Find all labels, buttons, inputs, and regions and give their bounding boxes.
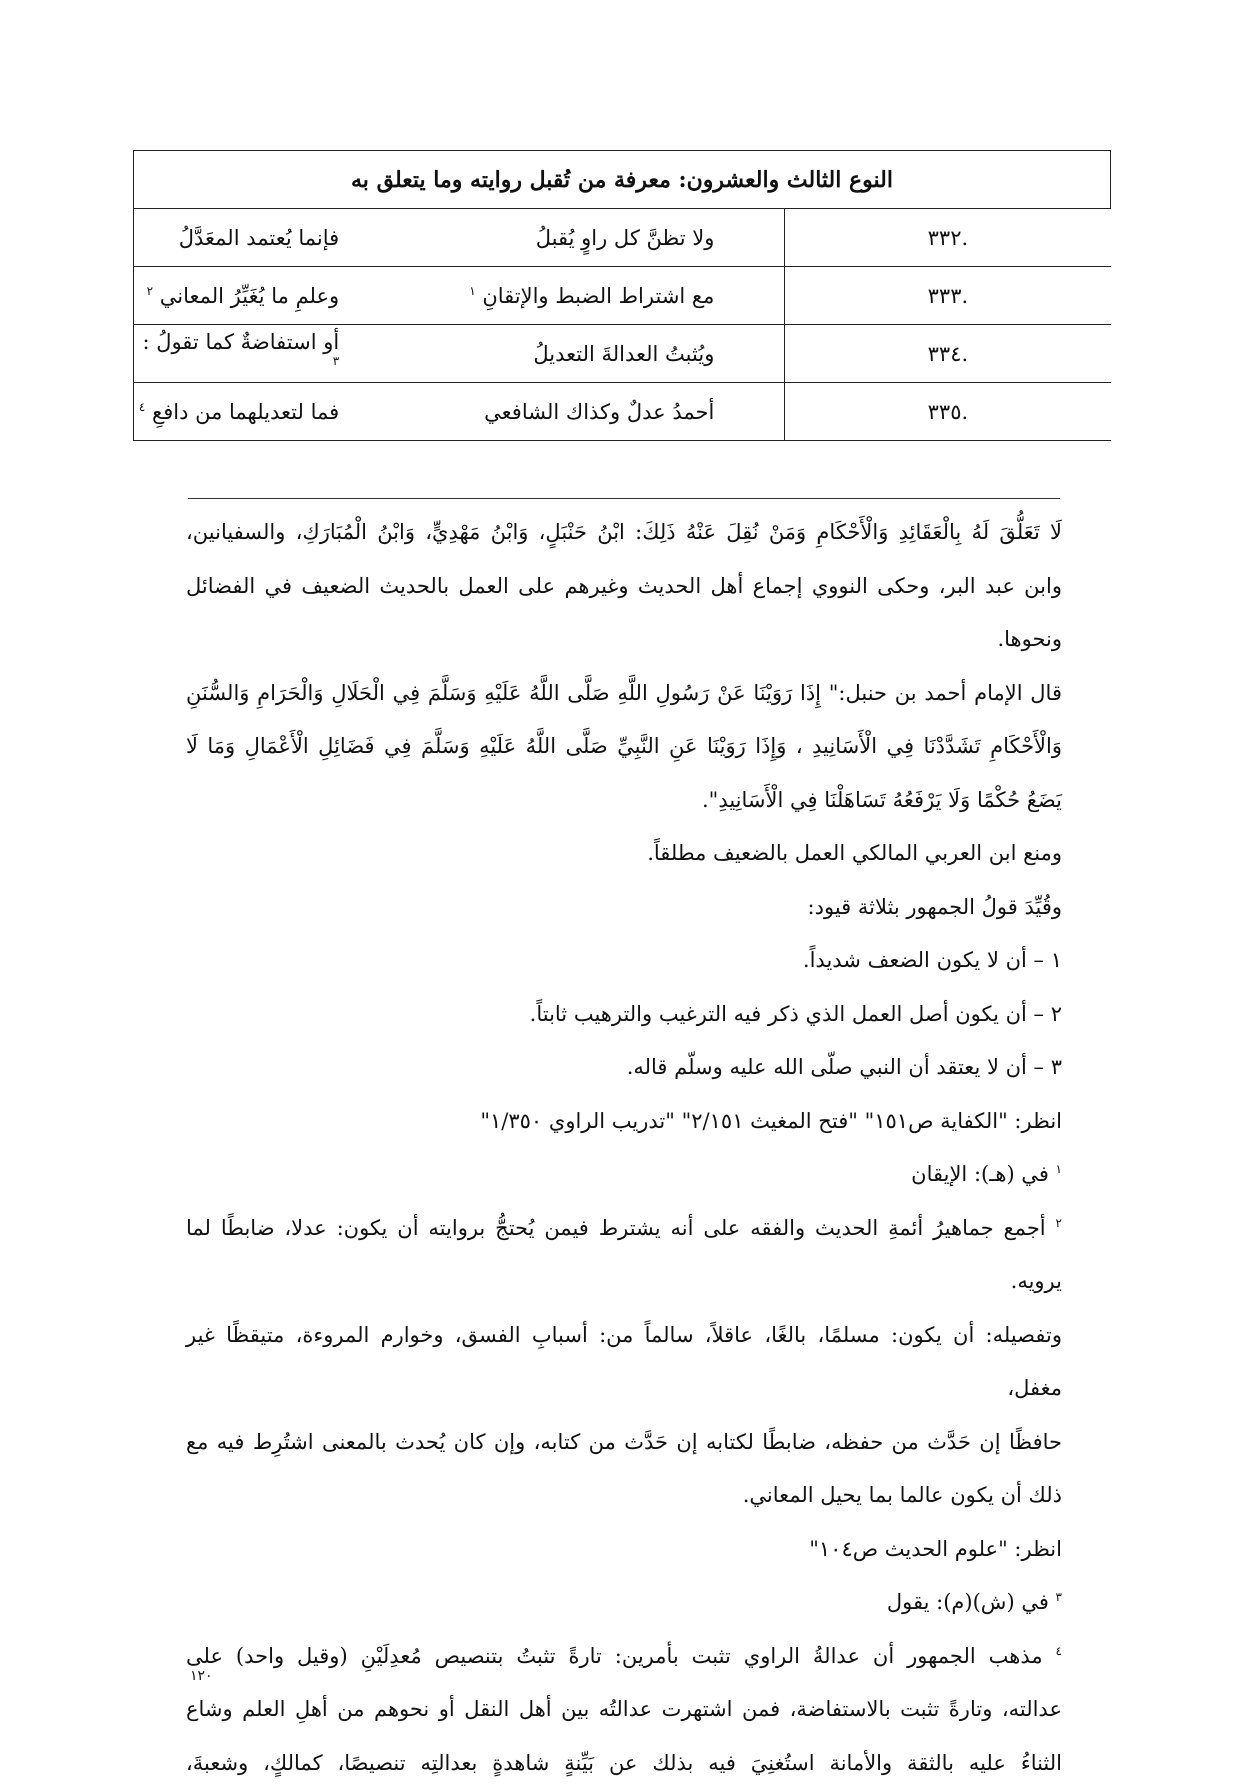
verse-first-hemistich: أحمدُ عدلٌ وكذاك الشافعي (459, 383, 785, 441)
footnote-1: $^١$ في (هـ): الإيقان (186, 1148, 1062, 1202)
note-line: الثناءُ عليه بالثقة والأمانة استُغنِيَ فيه بذلك عن بَيِّنةٍ شاهدةٍ بعدالتِه تنصيصًا، كمالكٍ، وشعبةَ، (186, 1737, 1062, 1790)
verse-first-hemistich: ويُثبتُ العدالةَ التعديلُ (459, 325, 785, 383)
verse-first-hemistich: مع اشتراط الضبط والإتقانِ $^١$ (459, 267, 785, 325)
verse-number: .٣٣٥ (785, 383, 1111, 441)
note-line: ونحوها. (186, 613, 1062, 667)
footnote-ref[interactable]: ٣ (333, 354, 339, 368)
note-line: يَضَعُ حُكْمًا وَلَا يَرْفَعُهُ تَسَاهَلْنَا فِي الْأَسَانِيدِ". (186, 774, 1062, 828)
footnotes (186, 506, 1062, 1790)
table-row (134, 383, 1111, 441)
verse-second-hemistich: وعلمِ ما يُغَيِّرُ المعاني $^٢$ (134, 267, 460, 325)
footnote-mark: ٣ (1056, 1590, 1062, 1604)
footnote-3: $^٣$ في (ش)(م): يقول (186, 1576, 1062, 1630)
verse-second-hemistich: فإنما يُعتمد المعَدَّلُ (134, 209, 460, 267)
note-line: حافظًا إن حَدَّث من حفظه، ضابطًا لكتابه إن حَدَّث من كتابه، وإن كان يُحدث بالمعنى اشتُرِط فيه مع (186, 1416, 1062, 1470)
verse-number: .٣٣٣ (785, 267, 1111, 325)
note-line: وقُيِّدَ قولُ الجمهور بثلاثة قيود: (186, 881, 1062, 935)
note-line: قال الإمام أحمد بن حنبل:" إِذَا رَوَيْنَا عَنْ رَسُولِ اللَّهِ صَلَّى اللَّهُ عَلَيْهِ وَسَلَّمَ فِي الْحَلَالِ وَالْحَرَامِ وَالسُّنَنِ (186, 667, 1062, 721)
footnote-ref[interactable]: ٤ (139, 400, 145, 414)
verse-number: .٣٣٢ (785, 209, 1111, 267)
verse-second-hemistich: فما لتعديلهما من دافعِ $^٤$ (134, 383, 460, 441)
table-title: النوع الثالث والعشرون: معرفة من تُقبل روايته وما يتعلق به (134, 151, 1111, 209)
footnote-mark: ٤ (1056, 1644, 1062, 1658)
note-line: لَا تَعَلُّقَ لَهُ بِالْعَقَائِدِ وَالْأَحْكَامِ وَمَنْ نُقِلَ عَنْهُ ذَلِكَ: ابْنُ حَنْبَلٍ، وَابْنُ مَهْدِيٍّ، وَابْنُ الْمُبَارَكِ، والسفيانين، (186, 506, 1062, 560)
condition-item: ٢ – أن يكون أصل العمل الذي ذكر فيه الترغيب والترهيب ثابتاً. (186, 988, 1062, 1042)
note-line: وتفصيله: أن يكون: مسلمًا، بالغًا، عاقلاً، سالماً من: أسبابِ الفسق، وخوارم المروءة، متيقظًا غير مغفل، (186, 1309, 1062, 1416)
footnote-ref[interactable]: ١ (469, 284, 475, 298)
footnote-ref[interactable]: ٢ (147, 284, 153, 298)
condition-item: ١ – أن لا يكون الضعف شديداً. (186, 934, 1062, 988)
footnote-4: $^٤$ مذهب الجمهور أن عدالةُ الراوي تثبت بأمرين: تارةً تثبتُ بتنصيص مُعدِلَيْنِ (وقيل واحد) على (186, 1630, 1062, 1684)
note-line: ذلك أن يكون عالما بما يحيل المعاني. (186, 1469, 1062, 1523)
footnote-mark: ٢ (1056, 1216, 1062, 1230)
table-row (134, 267, 1111, 325)
verse-first-hemistich: ولا تظنَّ كل راوٍ يُقبلُ (459, 209, 785, 267)
footnote-2: $^٢$ أجمع جماهيرُ أئمةِ الحديث والفقه على أنه يشترط فيمن يُحتجُّ بروايته أن يكون: عدلا، ضابطًا لما يرويه. (186, 1202, 1062, 1309)
note-line: ومنع ابن العربي المالكي العمل بالضعيف مطلقاً. (186, 827, 1062, 881)
note-line: عدالته، وتارةً تثبت بالاستفاضة، فمن اشتهرت عدالتُه بين أهل النقل أو نحوهم من أهلِ العلم وشاع (186, 1683, 1062, 1737)
note-line: وَالْأَحْكَامِ تَشَدَّدْنَا فِي الْأَسَانِيدِ ، وَإِذَا رَوَيْنَا عَنِ النَّبِيِّ صَلَّى اللَّهُ عَلَيْهِ وَسَلَّمَ فِي فَضَائِلِ الْأَعْمَالِ وَمَا لَا (186, 720, 1062, 774)
note-line: وابن عبد البر، وحكى النووي إجماع أهل الحديث وغيرهم على العمل بالحديث الضعيف في الفضائل (186, 560, 1062, 614)
footnote-mark: ١ (1056, 1162, 1062, 1176)
page-number: ١٢٠ (190, 1668, 213, 1684)
reference-line: انظر: "الكفاية ص١٥١" "فتح المغيث ٢/١٥١" "تدريب الراوي ١/٣٥٠" (186, 1095, 1062, 1149)
verse-number: .٣٣٤ (785, 325, 1111, 383)
verse-second-hemistich: أو استفاضةٌ كما تقولُ : $^٣$ (134, 325, 460, 383)
reference-line: انظر: "علوم الحديث ص١٠٤" (186, 1523, 1062, 1577)
condition-item: ٣ – أن لا يعتقد أن النبي صلّى الله عليه وسلّم قاله. (186, 1041, 1062, 1095)
table-row (134, 325, 1111, 383)
table-row (134, 209, 1111, 267)
poem-table (133, 150, 1111, 441)
footnote-separator (188, 498, 1060, 499)
